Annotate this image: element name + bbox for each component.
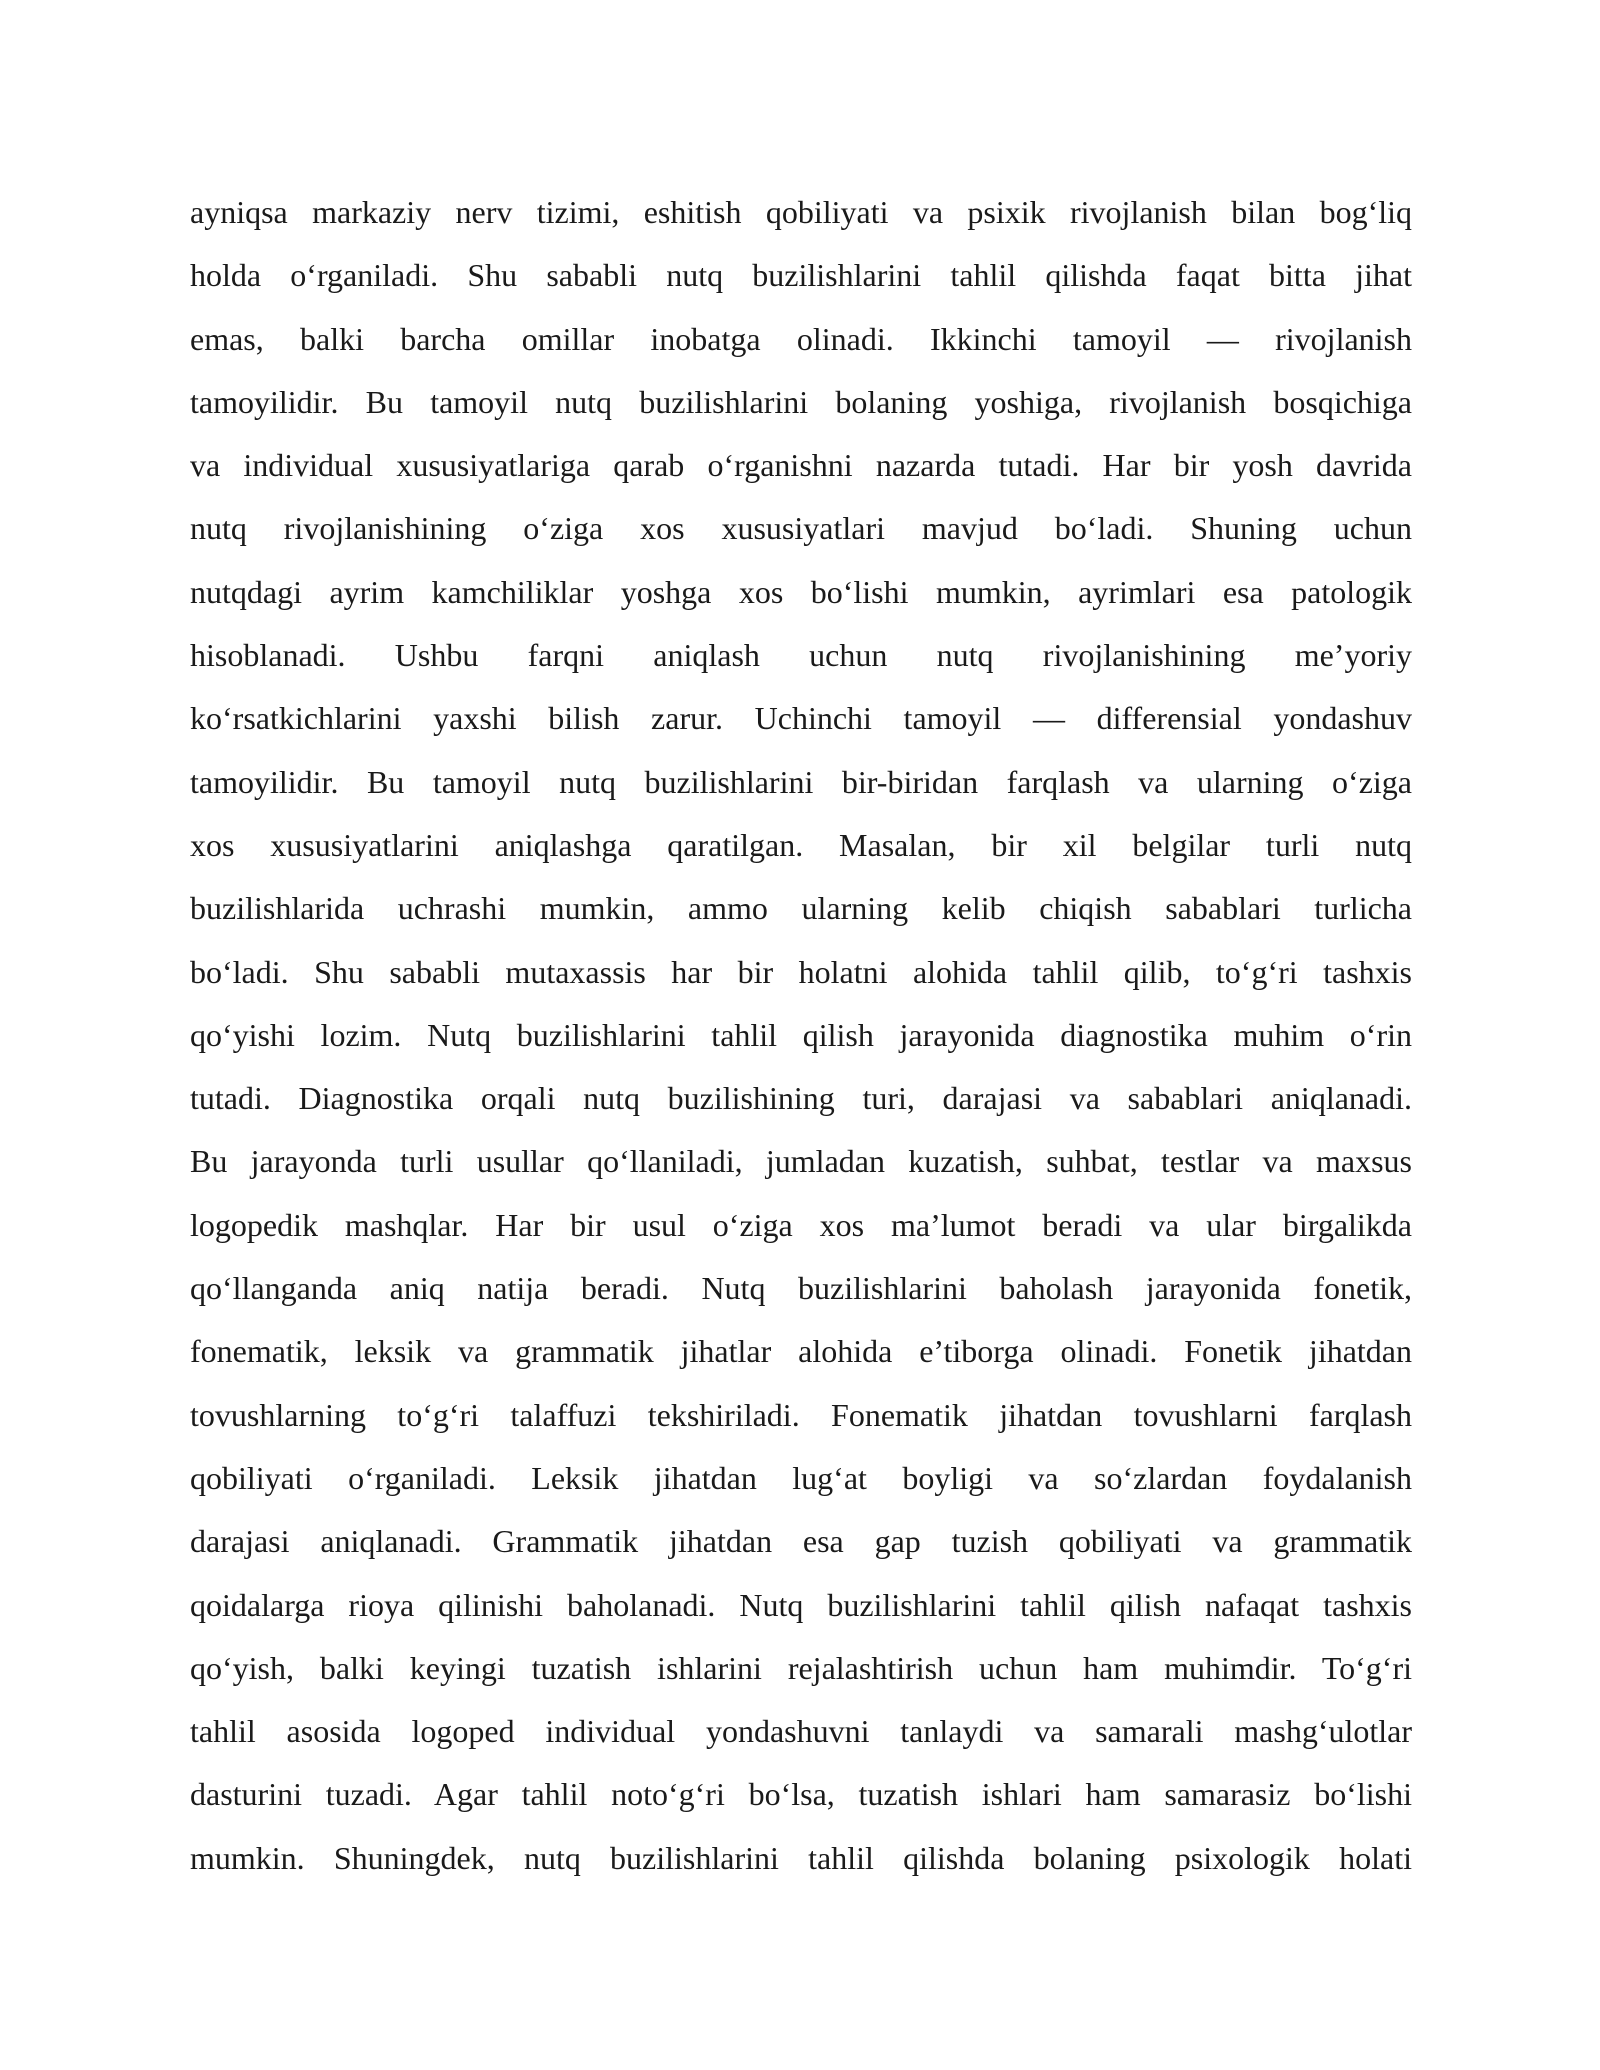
text-line: nutq rivojlanishining o‘ziga xos xususiyatlari mavjud bo‘ladi. Shuning uchun (190, 510, 1412, 547)
text-line: qo‘yishi lozim. Nutq buzilishlarini tahlil qilish jarayonida diagnostika muhim o‘rin (190, 1016, 1412, 1053)
text-line: qoidalarga rioya qilinishi baholanadi. Nutq buzilishlarini tahlil qilish nafaqat tashxis (190, 1586, 1412, 1623)
text-line: darajasi aniqlanadi. Grammatik jihatdan esa gap tuzish qobiliyati va grammatik (190, 1523, 1412, 1560)
text-line: buzilishlarida uchrashi mumkin, ammo ularning kelib chiqish sabablari turlicha (190, 890, 1412, 927)
text-line: qobiliyati o‘rganiladi. Leksik jihatdan lug‘at boyligi va so‘zlardan foydalanish (190, 1459, 1412, 1496)
text-line: logopedik mashqlar. Har bir usul o‘ziga xos ma’lumot beradi va ular birgalikda (190, 1206, 1412, 1243)
text-line: ko‘rsatkichlarini yaxshi bilish zarur. Uchinchi tamoyil — differensial yondashuv (190, 700, 1412, 737)
text-line: hisoblanadi. Ushbu farqni aniqlash uchun nutq rivojlanishining me’yoriy (190, 637, 1412, 674)
text-line: fonematik, leksik va grammatik jihatlar alohida e’tiborga olinadi. Fonetik jihatdan (190, 1333, 1412, 1370)
text-line: mumkin. Shuningdek, nutq buzilishlarini tahlil qilishda bolaning psixologik holati (190, 1839, 1412, 1876)
text-line: tutadi. Diagnostika orqali nutq buzilishining turi, darajasi va sabablari aniqlanadi. (190, 1080, 1412, 1117)
text-line: dasturini tuzadi. Agar tahlil noto‘g‘ri bo‘lsa, tuzatish ishlari ham samarasiz bo‘lishi (190, 1776, 1412, 1813)
body-paragraph (190, 186, 1412, 1895)
text-line: tahlil asosida logoped individual yondashuvni tanlaydi va samarali mashg‘ulotlar (190, 1713, 1412, 1750)
text-line: nutqdagi ayrim kamchiliklar yoshga xos bo‘lishi mumkin, ayrimlari esa patologik (190, 573, 1412, 610)
text-line: qo‘llanganda aniq natija beradi. Nutq buzilishlarini baholash jarayonida fonetik, (190, 1270, 1412, 1307)
text-line: bo‘ladi. Shu sababli mutaxassis har bir holatni alohida tahlil qilib, to‘g‘ri tashxis (190, 953, 1412, 990)
text-line: Bu jarayonda turli usullar qo‘llaniladi, jumladan kuzatish, suhbat, testlar va maxsus (190, 1143, 1412, 1180)
text-line: qo‘yish, balki keyingi tuzatish ishlarini rejalashtirish uchun ham muhimdir. To‘g‘ri (190, 1649, 1412, 1686)
text-line: va individual xususiyatlariga qarab o‘rganishni nazarda tutadi. Har bir yosh davrida (190, 447, 1412, 484)
text-line: holda o‘rganiladi. Shu sababli nutq buzilishlarini tahlil qilishda faqat bitta jihat (190, 257, 1412, 294)
text-line: emas, balki barcha omillar inobatga olinadi. Ikkinchi tamoyil — rivojlanish (190, 320, 1412, 357)
text-line: tamoyilidir. Bu tamoyil nutq buzilishlarini bir-biridan farqlash va ularning o‘ziga (190, 763, 1412, 800)
text-line: tamoyilidir. Bu tamoyil nutq buzilishlarini bolaning yoshiga, rivojlanish bosqichiga (190, 383, 1412, 420)
text-line: ayniqsa markaziy nerv tizimi, eshitish qobiliyati va psixik rivojlanish bilan bog‘liq (190, 194, 1412, 230)
text-line: xos xususiyatlarini aniqlashga qaratilgan. Masalan, bir xil belgilar turli nutq (190, 826, 1412, 863)
text-line: tovushlarning to‘g‘ri talaffuzi tekshiriladi. Fonematik jihatdan tovushlarni farqlash (190, 1396, 1412, 1433)
